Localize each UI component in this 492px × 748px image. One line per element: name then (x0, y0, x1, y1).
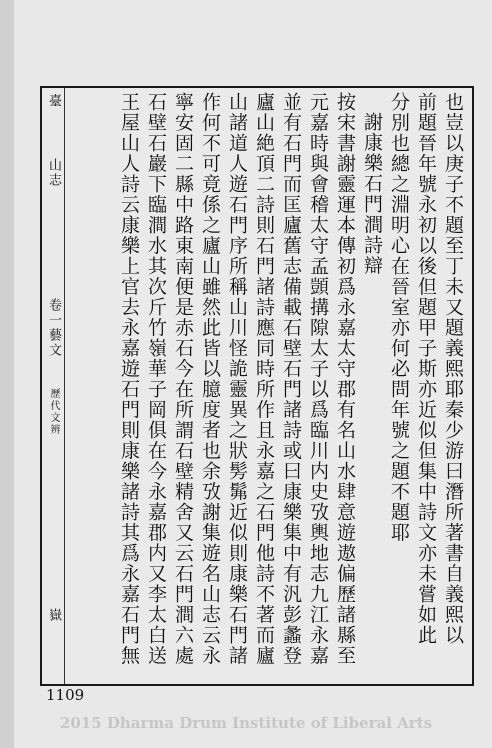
margin-column (42, 88, 65, 684)
text-column-8: 廬山絶頂二詩則石門諸詩應同時所作且永嘉之石門他詩不著而廬 (253, 92, 275, 666)
main-text (64, 92, 466, 680)
text-column-11: 寧安固二縣中路東南便是赤石今在所謂石壁精舍又云石門澗六處 (172, 92, 194, 666)
text-column-5: 按宋書謝靈運本傳初爲永嘉太守郡有名山水肆意遊遨偏歷諸縣至 (334, 92, 356, 666)
text-column-12: 石壁石巖下臨澗水其次斤竹嶺華子岡俱在今永嘉郡内又李太白送 (145, 92, 167, 666)
text-column-2: 前題晉年號永初以後但題甲子斯亦近似但集中詩文亦未嘗如此 (415, 92, 437, 646)
text-frame (40, 86, 474, 686)
margin-bottom-char: 嶽 (46, 608, 61, 623)
section-heading: 謝康樂石門澗詩辯 (361, 112, 383, 276)
margin-section: 卷一藝文 (46, 298, 61, 358)
text-column-7: 並有石門而匡廬舊志備載石壁石門諸詩或曰康樂集中有汎彭蠡登 (280, 92, 302, 666)
text-column-13: 王屋山人詩云康樂上官去永嘉遊石門則康樂諸詩其爲永嘉石門無 (118, 92, 140, 666)
text-column-6: 元嘉時與會稽太守孟顗搆隙太子以爲臨川内史攷輿地志九江永嘉 (307, 92, 329, 666)
watermark: 2015 Dharma Drum Institute of Liberal Arts (59, 714, 433, 732)
text-column-1: 也豈以庚子不題至丁未又題義熙耶秦少游曰潛所著書自義熙以 (442, 92, 464, 646)
margin-book-title: 山志 (46, 158, 61, 188)
page-number: 1109 (46, 686, 85, 704)
margin-top-char: 臺 (46, 94, 61, 109)
binding-edge (0, 0, 14, 748)
text-column-10: 作何不可竟係之廬山雖然此皆以臆度者也余攷謝集遊名山志云永 (199, 92, 221, 666)
text-column-3: 分別也總之淵明心在晉室亦何必問年號之題不題耶 (388, 92, 410, 543)
margin-subsection: 歷代文辨 (48, 388, 59, 436)
text-column-9: 山諸道人遊石門序所稱山川怪詭靈異之狀髣髴近似則康樂石門諸 (226, 92, 248, 666)
